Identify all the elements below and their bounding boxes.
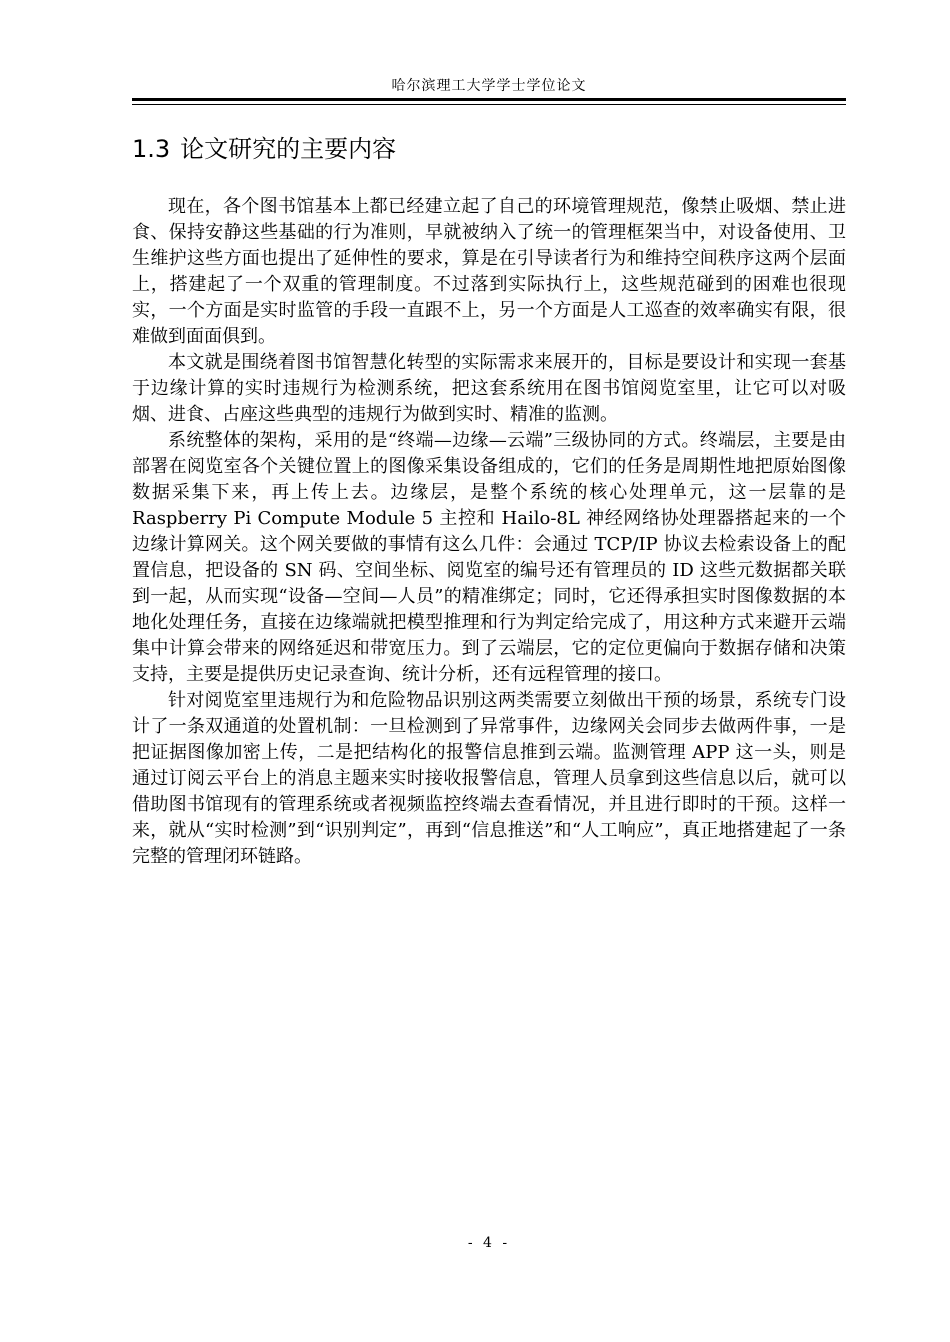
page-number: - 4 - (467, 1235, 511, 1251)
header-rule-thick (132, 98, 846, 101)
section-title: 论文研究的主要内容 (180, 135, 397, 163)
section-heading (132, 132, 396, 166)
paragraph-1: 现在，各个图书馆基本上都已经建立起了自己的环境管理规范，像禁止吸烟、禁止进食、保持安静这些基础的行为准则，早就被纳入了统一的管理框架当中，对设备使用、卫生维护这些方面也提出了延伸性的要求，算是在引导读者行为和维持空间秩序这两个层面上，搭建起了一个双重的管理制度。不过落到实际执行上，这些规范碰到的困难也很现实，一个方面是实时监管的手段一直跟不上，另一个方面是人工巡查的效率确实有限，很难做到面面俱到。 (132, 196, 846, 347)
paragraph-4: 针对阅览室里违规行为和危险物品识别这两类需要立刻做出干预的场景，系统专门设计了一条双通道的处置机制：一旦检测到了异常事件，边缘网关会同步去做两件事，一是把证据图像加密上传，二是把结构化的报警信息推到云端。监测管理 APP 这一头，则是通过订阅云平台上的消息主题来实时接收报警信息，管理人员拿到这些信息以后，就可以借助图书馆现有的管理系统或者视频监控终端去查看情况，并且进行即时的干预。这样一来，就从“实时检测”到“识别判定”，再到“信息推送”和“人工响应”，真正地搭建起了一条完整的管理闭环链路。 (132, 690, 846, 867)
page-header-title: 哈尔滨理工大学学士学位论文 (391, 78, 587, 94)
header-rule-thin (132, 104, 846, 105)
body-text (132, 194, 846, 870)
paragraph-2: 本文就是围绕着图书馆智慧化转型的实际需求来展开的，目标是要设计和实现一套基于边缘计算的实时违规行为检测系统，把这套系统用在图书馆阅览室里，让它可以对吸烟、进食、占座这些典型的违规行为做到实时、精准的监测。 (132, 352, 846, 425)
section-number: 1.3 (132, 135, 171, 163)
paragraph-3: 系统整体的架构，采用的是“终端—边缘—云端”三级协同的方式。终端层，主要是由部署在阅览室各个关键位置上的图像采集设备组成的，它们的任务是周期性地把原始图像数据采集下来，再上传上去。边缘层，是整个系统的核心处理单元，这一层靠的是 Raspberry Pi Compute Module 5 主控和 Hailo-8L 神经网络协处理器搭起来的一个边缘计算网关。这个网关要做的事情有这么几件：会通过 TCP/IP 协议去检索设备上的配置信息，把设备的 SN 码、空间坐标、阅览室的编号还有管理员的 ID 这些元数据都关联到一起，从而实现“设备—空间—人员”的精准绑定；同时，它还得承担实时图像数据的本地化处理任务，直接在边缘端就把模型推理和行为判定给完成了，用这种方式来避开云端集中计算会带来的网络延迟和带宽压力。到了云端层，它的定位更偏向于数据存储和决策支持，主要是提供历史记录查询、统计分析，还有远程管理的接口。 (132, 430, 846, 685)
